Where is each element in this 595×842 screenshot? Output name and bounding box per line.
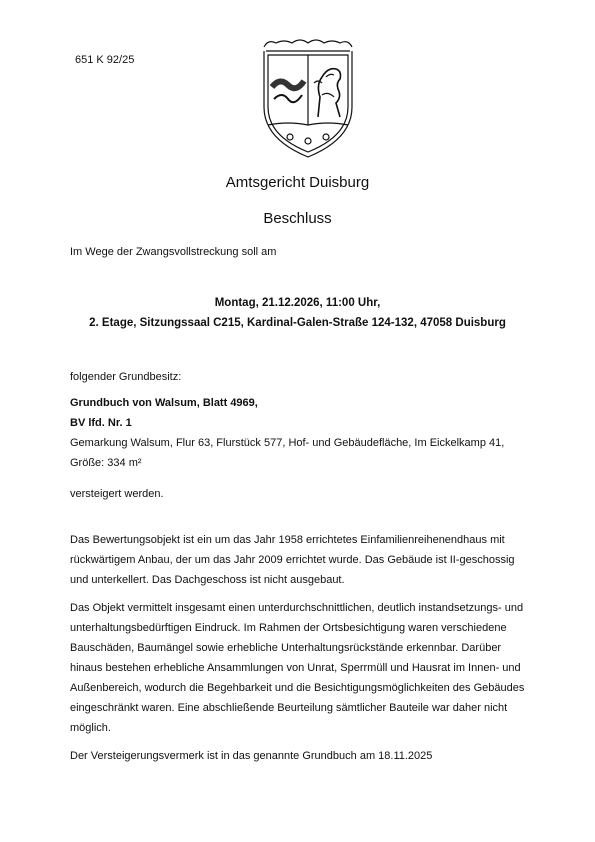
appointment-venue: 2. Etage, Sitzungssaal C215, Kardinal-Galen-Straße 124-132, 47058 Duisburg	[89, 317, 506, 329]
file-number: 651 K 92/25	[75, 54, 135, 66]
paragraph-register-note: Der Versteigerungsvermerk ist in das genannte Grundbuch am 18.11.2025	[70, 750, 433, 762]
paragraph-condition: Das Objekt vermittelt insgesamt einen unterdurchschnittlichen, deutlich instandsetzungs- und unterhaltungsbedürftigen Eindruck. Im Rahmen der Ortsbesichtigung waren verschiedene Bauschäden, Baumängel sowie erhebliche Unterhaltungsrückstände erkennbar. Darüber hinaus bestehen erhebliche Ansammlungen von Unrat, Sperrmüll und Hausrat im Innen- und Außenbereich, wodurch die Begehbarkeit und die Besichtigungsmöglichkeiten des Gebäudes eingeschränkt waren. Eine abschließende Beurteilung sämtlicher Bauteile war daher nicht möglich.	[70, 602, 525, 734]
paragraph-building: Das Bewertungsobjekt ist ein um das Jahr 1958 errichtetes Einfamilienreihenendhaus mit rückwärtigem Anbau, der um das Jahr 2009 errichtet wurde. Das Gebäude ist II-geschossig und unterkellert. Das Dachgeschoss ist nicht ausgebaut.	[70, 534, 515, 586]
court-name: Amtsgericht Duisburg	[225, 174, 370, 191]
nrw-coat-of-arms-icon	[258, 37, 358, 159]
land-register: Grundbuch von Walsum, Blatt 4969,	[70, 397, 258, 409]
property-description: Gemarkung Walsum, Flur 63, Flurstück 577, Hof- und Gebäudefläche, Im Eickelkamp 41, Größe: 334 m²	[70, 437, 505, 469]
intro-text: Im Wege der Zwangsvollstreckung soll am	[70, 246, 277, 258]
property-label: folgender Grundbesitz:	[70, 371, 182, 383]
property-section	[70, 367, 530, 473]
register-entry: BV lfd. Nr. 1	[70, 417, 132, 429]
document-title: Beschluss	[263, 210, 332, 227]
appointment-date: Montag, 21.12.2026, 11:00 Uhr,	[214, 297, 381, 309]
auction-note: versteigert werden.	[70, 488, 164, 500]
description-section	[70, 530, 530, 766]
